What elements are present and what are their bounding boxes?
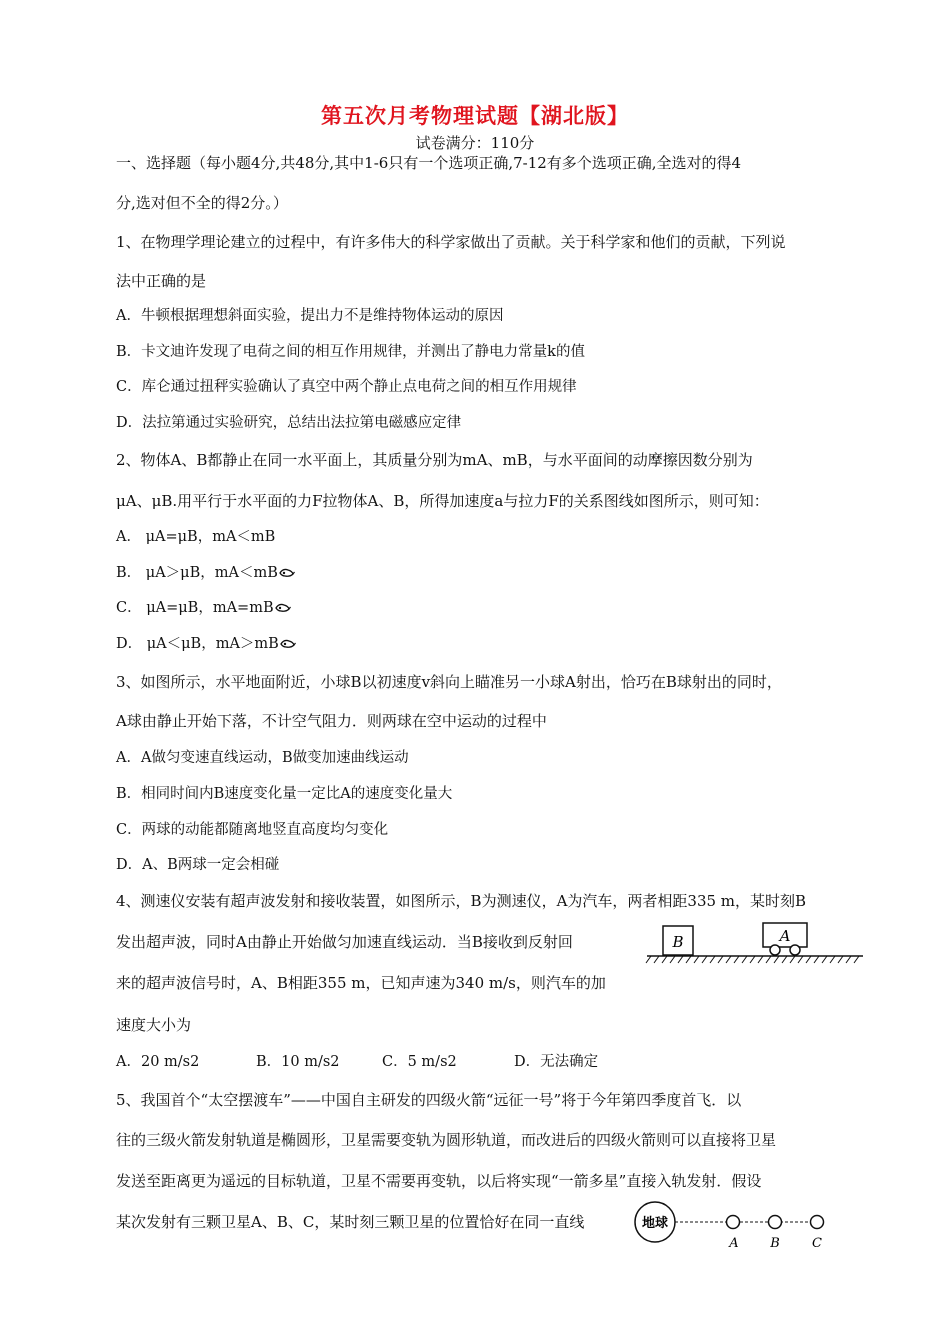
mouse-glyph-icon [279, 566, 295, 578]
score-info: 试卷满分：110分 [415, 134, 535, 152]
satellite-a [727, 1216, 740, 1229]
q2-option-c [116, 598, 291, 618]
mouse-glyph-icon [275, 601, 291, 613]
q4-stem-line2: 发出超声波，同时A由静止开始做匀加速直线运动．当B接收到反射回 [116, 933, 573, 951]
q4-stem-line4: 速度大小为 [116, 1016, 192, 1034]
q1-option-a: A．牛顿根据理想斜面实验，提出力不是维持物体运动的原因 [116, 308, 504, 324]
q5-stem-line4: 某次发射有三颗卫星A、B、C，某时刻三颗卫星的位置恰好在同一直线 [116, 1213, 585, 1231]
q2-stem-line1: 2、物体A、B都静止在同一水平面上，其质量分别为mA、mB，与水平面间的动摩擦因数分别为 [116, 451, 753, 469]
q2-option-d [116, 634, 296, 654]
car-wheel-right [790, 945, 800, 955]
q4-stem-line3: 来的超声波信号时，A、B相距355 m，已知声速为340 m/s，则汽车的加 [116, 974, 606, 992]
satellite-c [811, 1216, 824, 1229]
q4-option-d: D．无法确定 [514, 1054, 599, 1070]
q3-option-c: C．两球的动能都随离地竖直高度均匀变化 [116, 822, 389, 838]
q5-stem-line1: 5、我国首个“太空摆渡车”——中国自主研发的四级火箭“远征一号”将于今年第四季度首飞．以 [116, 1091, 742, 1109]
q4-option-a: A．20 m/s2 [116, 1054, 200, 1070]
q1-stem-line2: 法中正确的是 [116, 272, 207, 290]
q2-option-b-text: B． μA＞μB，mA＜mB [116, 565, 278, 581]
ground-hatching [646, 956, 859, 963]
q3-option-a: A．A做匀变速直线运动，B做变加速曲线运动 [116, 750, 409, 766]
section-heading-line2: 分,选对但不全的得2分。） [116, 194, 288, 212]
mouse-glyph-icon [280, 637, 296, 649]
car-wheel-left [770, 945, 780, 955]
page-title: 第五次月考物理试题【湖北版】 [321, 104, 629, 128]
q5-figure [630, 1200, 840, 1255]
q5-stem-line2: 往的三级火箭发射轨道是椭圆形，卫星需要变轨为圆形轨道，而改进后的四级火箭则可以直接将卫星 [116, 1131, 777, 1149]
q4-option-b: B．10 m/s2 [256, 1054, 340, 1070]
q3-stem-line2: A球由静止开始下落，不计空气阻力．则两球在空中运动的过程中 [116, 712, 547, 730]
q3-stem-line1: 3、如图所示，水平地面附近，小球B以初速度v斜向上瞄准另一小球A射出，恰巧在B球射出的同时， [116, 673, 782, 691]
section-heading-line1: 一、选择题（每小题4分,共48分,其中1-6只有一个选项正确,7-12有多个选项正确,全选对的得4 [116, 154, 742, 172]
q4-stem-line1: 4、测速仪安装有超声波发射和接收装置，如图所示，B为测速仪，A为汽车，两者相距335 m，某时刻B [116, 892, 807, 910]
q5-stem-line3: 发送至距离更为遥远的目标轨道，卫星不需要再变轨，以后将实现“一箭多星”直接入轨发射．假设 [116, 1172, 762, 1190]
earth-label: 地球 [641, 1216, 669, 1231]
q2-option-a [116, 527, 275, 547]
satellite-b [769, 1216, 782, 1229]
q1-option-d: D．法拉第通过实验研究，总结出法拉第电磁感应定律 [116, 415, 462, 431]
q3-option-d: D．A、B两球一定会相碰 [116, 857, 280, 873]
label-b: B [672, 933, 684, 951]
q1-stem-line1: 1、在物理学理论建立的过程中，有许多伟大的科学家做出了贡献。关于科学家和他们的贡献，下列说 [116, 233, 786, 251]
satellite-b-label: B [770, 1236, 780, 1251]
q2-option-a-text: A． μA=μB，mA＜mB [116, 529, 276, 545]
q2-option-d-text: D． μA＜μB，mA＞mB [116, 636, 279, 652]
label-a: A [779, 927, 791, 945]
q4-figure [645, 915, 865, 970]
satellite-c-label: C [812, 1236, 822, 1251]
q2-option-c-text: C． μA=μB，mA=mB [116, 600, 274, 616]
q3-option-b: B．相同时间内B速度变化量一定比A的速度变化量大 [116, 786, 453, 802]
satellite-a-label: A [729, 1236, 739, 1251]
q4-option-c: C．5 m/s2 [382, 1054, 457, 1070]
q1-option-b: B．卡文迪许发现了电荷之间的相互作用规律，并测出了静电力常量k的值 [116, 344, 585, 360]
q1-option-c: C．库仑通过扭秤实验确认了真空中两个静止点电荷之间的相互作用规律 [116, 379, 577, 395]
q2-stem-line2: μA、μB.用平行于水平面的力F拉物体A、B，所得加速度a与拉力F的关系图线如图所示，则可知： [116, 492, 769, 510]
q2-option-b [116, 563, 295, 583]
